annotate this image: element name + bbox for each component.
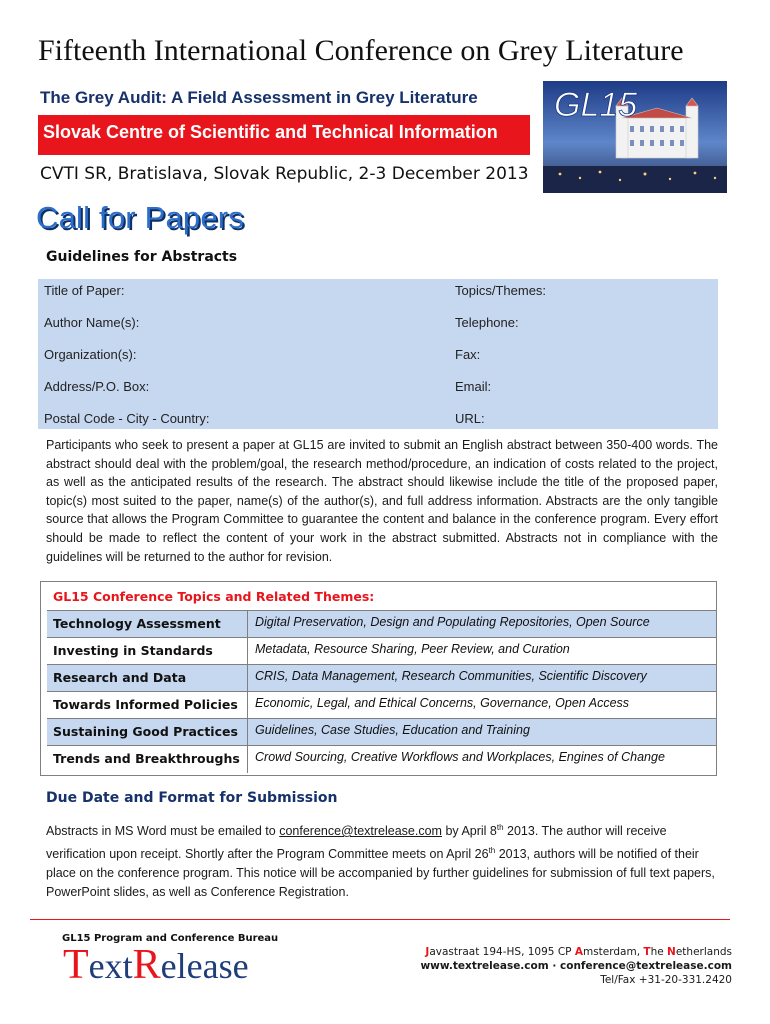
topics-heading: GL15 Conference Topics and Related Themes: — [53, 589, 375, 604]
topic-name: Investing in Standards — [53, 643, 213, 658]
column-divider — [247, 611, 248, 638]
form-row — [38, 313, 718, 343]
field-topics-themes[interactable]: Topics/Themes: — [455, 283, 547, 298]
website-link[interactable]: www.textrelease.com — [420, 960, 549, 972]
table-row — [47, 718, 716, 746]
bratislava-castle-image — [540, 78, 730, 196]
due-text-part: Abstracts in MS Word must be emailed to — [46, 824, 280, 839]
conference-title: Fifteenth International Conference on Grey Literature — [38, 34, 684, 67]
due-text-part: 2013, authors will be notified of their place on the conference program. This notice will be accompanied by further guidelines for submission of full text papers, PowerPoint slides, as well as Conference Registration. — [46, 847, 715, 900]
gl15-logo — [540, 78, 730, 196]
due-date-heading: Due Date and Format for Submission — [46, 790, 338, 806]
form-row — [38, 409, 718, 439]
column-divider — [247, 719, 248, 746]
field-fax[interactable]: Fax: — [455, 347, 481, 362]
topic-name: Towards Informed Policies — [53, 697, 238, 712]
call-for-papers-heading: Call for Papers — [36, 200, 245, 235]
host-name: Slovak Centre of Scientific and Technical Information — [43, 122, 498, 142]
field-url[interactable]: URL: — [455, 411, 485, 426]
topics-table — [40, 581, 717, 776]
field-organizations[interactable]: Organization(s): — [44, 347, 137, 362]
guidelines-heading: Guidelines for Abstracts — [46, 249, 238, 265]
abstract-form — [38, 279, 718, 429]
column-divider — [247, 692, 248, 719]
due-text-part: by April 8 — [441, 824, 497, 839]
table-row — [47, 637, 716, 665]
topic-themes: Metadata, Resource Sharing, Peer Review, and Curation — [255, 642, 570, 656]
column-divider — [247, 638, 248, 665]
textrelease-logo — [63, 941, 249, 989]
conference-location: CVTI SR, Bratislava, Slovak Republic, 2-3 December 2013 — [40, 164, 529, 184]
table-row — [47, 745, 716, 773]
form-row — [38, 377, 718, 407]
host-band — [38, 115, 530, 155]
field-telephone[interactable]: Telephone: — [455, 315, 519, 330]
conference-subtitle: The Grey Audit: A Field Assessment in Grey Literature — [40, 88, 478, 107]
topic-name: Technology Assessment — [53, 616, 221, 631]
due-text-part: 2013. The author will receive verification upon receipt. Shortly after the Program Committee meets on April 26 — [46, 824, 667, 862]
bureau-label: GL15 Program and Conference Bureau — [62, 933, 279, 944]
table-row — [47, 664, 716, 692]
footer-contact — [420, 945, 732, 987]
field-email[interactable]: Email: — [455, 379, 492, 394]
topic-name: Sustaining Good Practices — [53, 724, 238, 739]
guidelines-intro: Participants who seek to present a paper at GL15 are invited to submit an English abstract between 350-400 words. The abstract should deal with the problem/goal, the research method/procedure, an indication of costs related to the project, as well as the anticipated results of the research. The abstract should likewise include the title of the proposed paper, topic(s) most suited to the paper, name(s) of the author(s), and full address information. Abstracts are the only tangible source that allows the Program Committee to guarantee the content and balance in the conference program. Every effort should be made to reflect the content of your work in the abstract submitted. Abstracts not in compliance with the guidelines will be returned to the author for revision. — [46, 438, 718, 564]
separator: · — [552, 960, 557, 972]
field-author-names[interactable]: Author Name(s): — [44, 315, 140, 330]
form-row — [38, 345, 718, 375]
footer-email-link[interactable]: conference@textrelease.com — [560, 960, 732, 972]
footer-address: Javastraat 194-HS, 1095 CP Amsterdam, The Netherlands — [425, 946, 732, 958]
due-date-text — [46, 818, 726, 902]
footer-web-line — [420, 959, 732, 973]
footer-divider — [30, 919, 730, 920]
table-row — [47, 610, 716, 638]
topic-themes: CRIS, Data Management, Research Communities, Scientific Discovery — [255, 669, 647, 683]
column-divider — [247, 665, 248, 692]
brand-letter: R — [132, 942, 161, 988]
topic-name: Research and Data — [53, 670, 187, 685]
topic-name: Trends and Breakthroughs — [53, 751, 240, 766]
field-title-of-paper[interactable]: Title of Paper: — [44, 283, 125, 298]
submission-email-link[interactable]: conference@textrelease.com — [279, 824, 442, 839]
footer-telfax: Tel/Fax +31-20-331.2420 — [600, 974, 732, 986]
brand-text: elease — [160, 946, 249, 986]
column-divider — [247, 746, 248, 773]
ordinal-suffix: th — [488, 846, 496, 856]
ordinal-suffix: th — [496, 823, 504, 832]
field-postal-code[interactable]: Postal Code - City - Country: — [44, 411, 210, 426]
topic-themes: Crowd Sourcing, Creative Workflows and Workplaces, Engines of Change — [255, 750, 665, 764]
form-row — [38, 281, 718, 311]
topic-themes: Guidelines, Case Studies, Education and Training — [255, 723, 530, 737]
topic-themes: Economic, Legal, and Ethical Concerns, Governance, Open Access — [255, 696, 630, 710]
brand-text: ext — [88, 946, 133, 986]
field-address[interactable]: Address/P.O. Box: — [44, 379, 150, 394]
brand-letter: T — [63, 942, 89, 988]
table-row — [47, 691, 716, 719]
topic-themes: Digital Preservation, Design and Populating Repositories, Open Source — [255, 615, 650, 629]
logo-text: GL15 — [554, 86, 638, 124]
